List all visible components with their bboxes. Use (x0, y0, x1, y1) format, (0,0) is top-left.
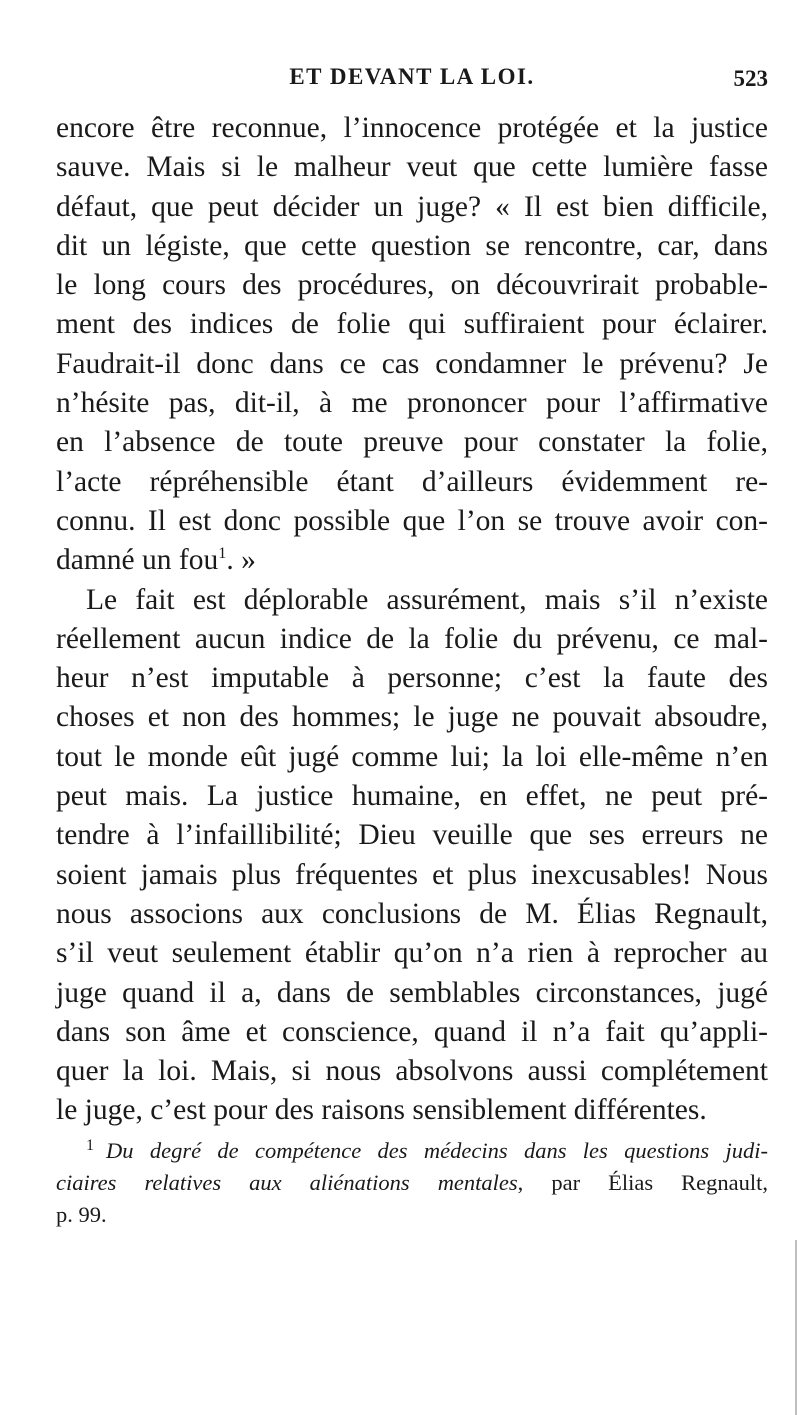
footnote (56, 1135, 768, 1231)
footnote-marker: 1 (86, 1136, 94, 1154)
footnote-book-title: Du degré de compétence des médecins dans les questions judi- (106, 1138, 768, 1163)
text-line: choses et non des hommes; le juge ne pouvait absoudre, (56, 701, 768, 734)
text-line: heur n’est imputable à personne; c’est la faute des (56, 662, 768, 695)
text-line: connu. Il est donc possible que l’on se trouve avoir con- (56, 504, 768, 537)
text-line: tout le monde eût jugé comme lui; la loi elle-même n’en (56, 740, 768, 773)
text-line: dans son âme et conscience, quand il n’a fait qu’appli- (56, 1015, 768, 1048)
text-line: en l’absence de toute preuve pour constater la folie, (56, 426, 768, 459)
text-line: n’hésite pas, dit-il, à me prononcer pour l’affirmative (56, 387, 768, 420)
footnote-book-title: ciaires relatives aux aliénations mentales (56, 1170, 518, 1195)
text-line: le long cours des procédures, on découvrirait probable- (56, 269, 768, 302)
running-head (56, 64, 768, 96)
footnote-line (56, 1167, 768, 1199)
text-line: tendre à l’infaillibilité; Dieu veuille que ses erreurs ne (56, 819, 768, 852)
footnote-author: , par Élias Regnault, (517, 1170, 768, 1195)
text-line: ment des indices de folie qui suffiraient pour éclairer. (56, 308, 768, 341)
text-line: défaut, que peut décider un juge? « Il est bien difficile, (56, 190, 768, 223)
scan-edge-line (795, 1240, 797, 1415)
text-line: s’il veut seulement établir qu’on n’a rien à reprocher au (56, 937, 768, 970)
text-line: encore être reconnue, l’innocence protégée et la justice (56, 112, 768, 144)
text-line: soient jamais plus fréquentes et plus inexcusables! Nous (56, 858, 768, 891)
page-number: 523 (733, 66, 768, 91)
text-line: peut mais. La justice humaine, en effet, ne peut pré- (56, 780, 768, 813)
text-fragment: . » (226, 544, 256, 577)
footnote-page-ref: p. 99. (56, 1202, 107, 1227)
text-line: Faudrait-il donc dans ce cas condamner le prévenu? Je (56, 347, 768, 380)
footnote-line (56, 1135, 768, 1167)
footnote-reference: 1 (218, 544, 227, 563)
text-line: nous associons aux conclusions de M. Élias Regnault, (56, 897, 768, 930)
book-page (56, 0, 768, 1415)
text-line: le juge, c’est pour des raisons sensiblement différentes. (56, 1094, 707, 1127)
text-line: quer la loi. Mais, si nous absolvons aussi complétement (56, 1055, 768, 1088)
paragraph-first-line: Le fait est déplorable assurément, mais s’il n’existe (86, 583, 768, 616)
text-line: l’acte répréhensible étant d’ailleurs évidemment re- (56, 465, 768, 498)
text-line: juge quand il a, dans de semblables circonstances, jugé (56, 976, 768, 1009)
text-line: dit un légiste, que cette question se rencontre, car, dans (56, 229, 768, 262)
text-fragment: damné un fou (56, 544, 219, 577)
text-line-with-footnote-ref (56, 541, 768, 580)
text-line: réellement aucun indice de la folie du prévenu, ce mal- (56, 622, 768, 655)
text-line: sauve. Mais si le malheur veut que cette lumière fasse (56, 151, 768, 184)
body-text (56, 109, 768, 1131)
running-title: ET DEVANT LA LOI. (289, 64, 535, 89)
